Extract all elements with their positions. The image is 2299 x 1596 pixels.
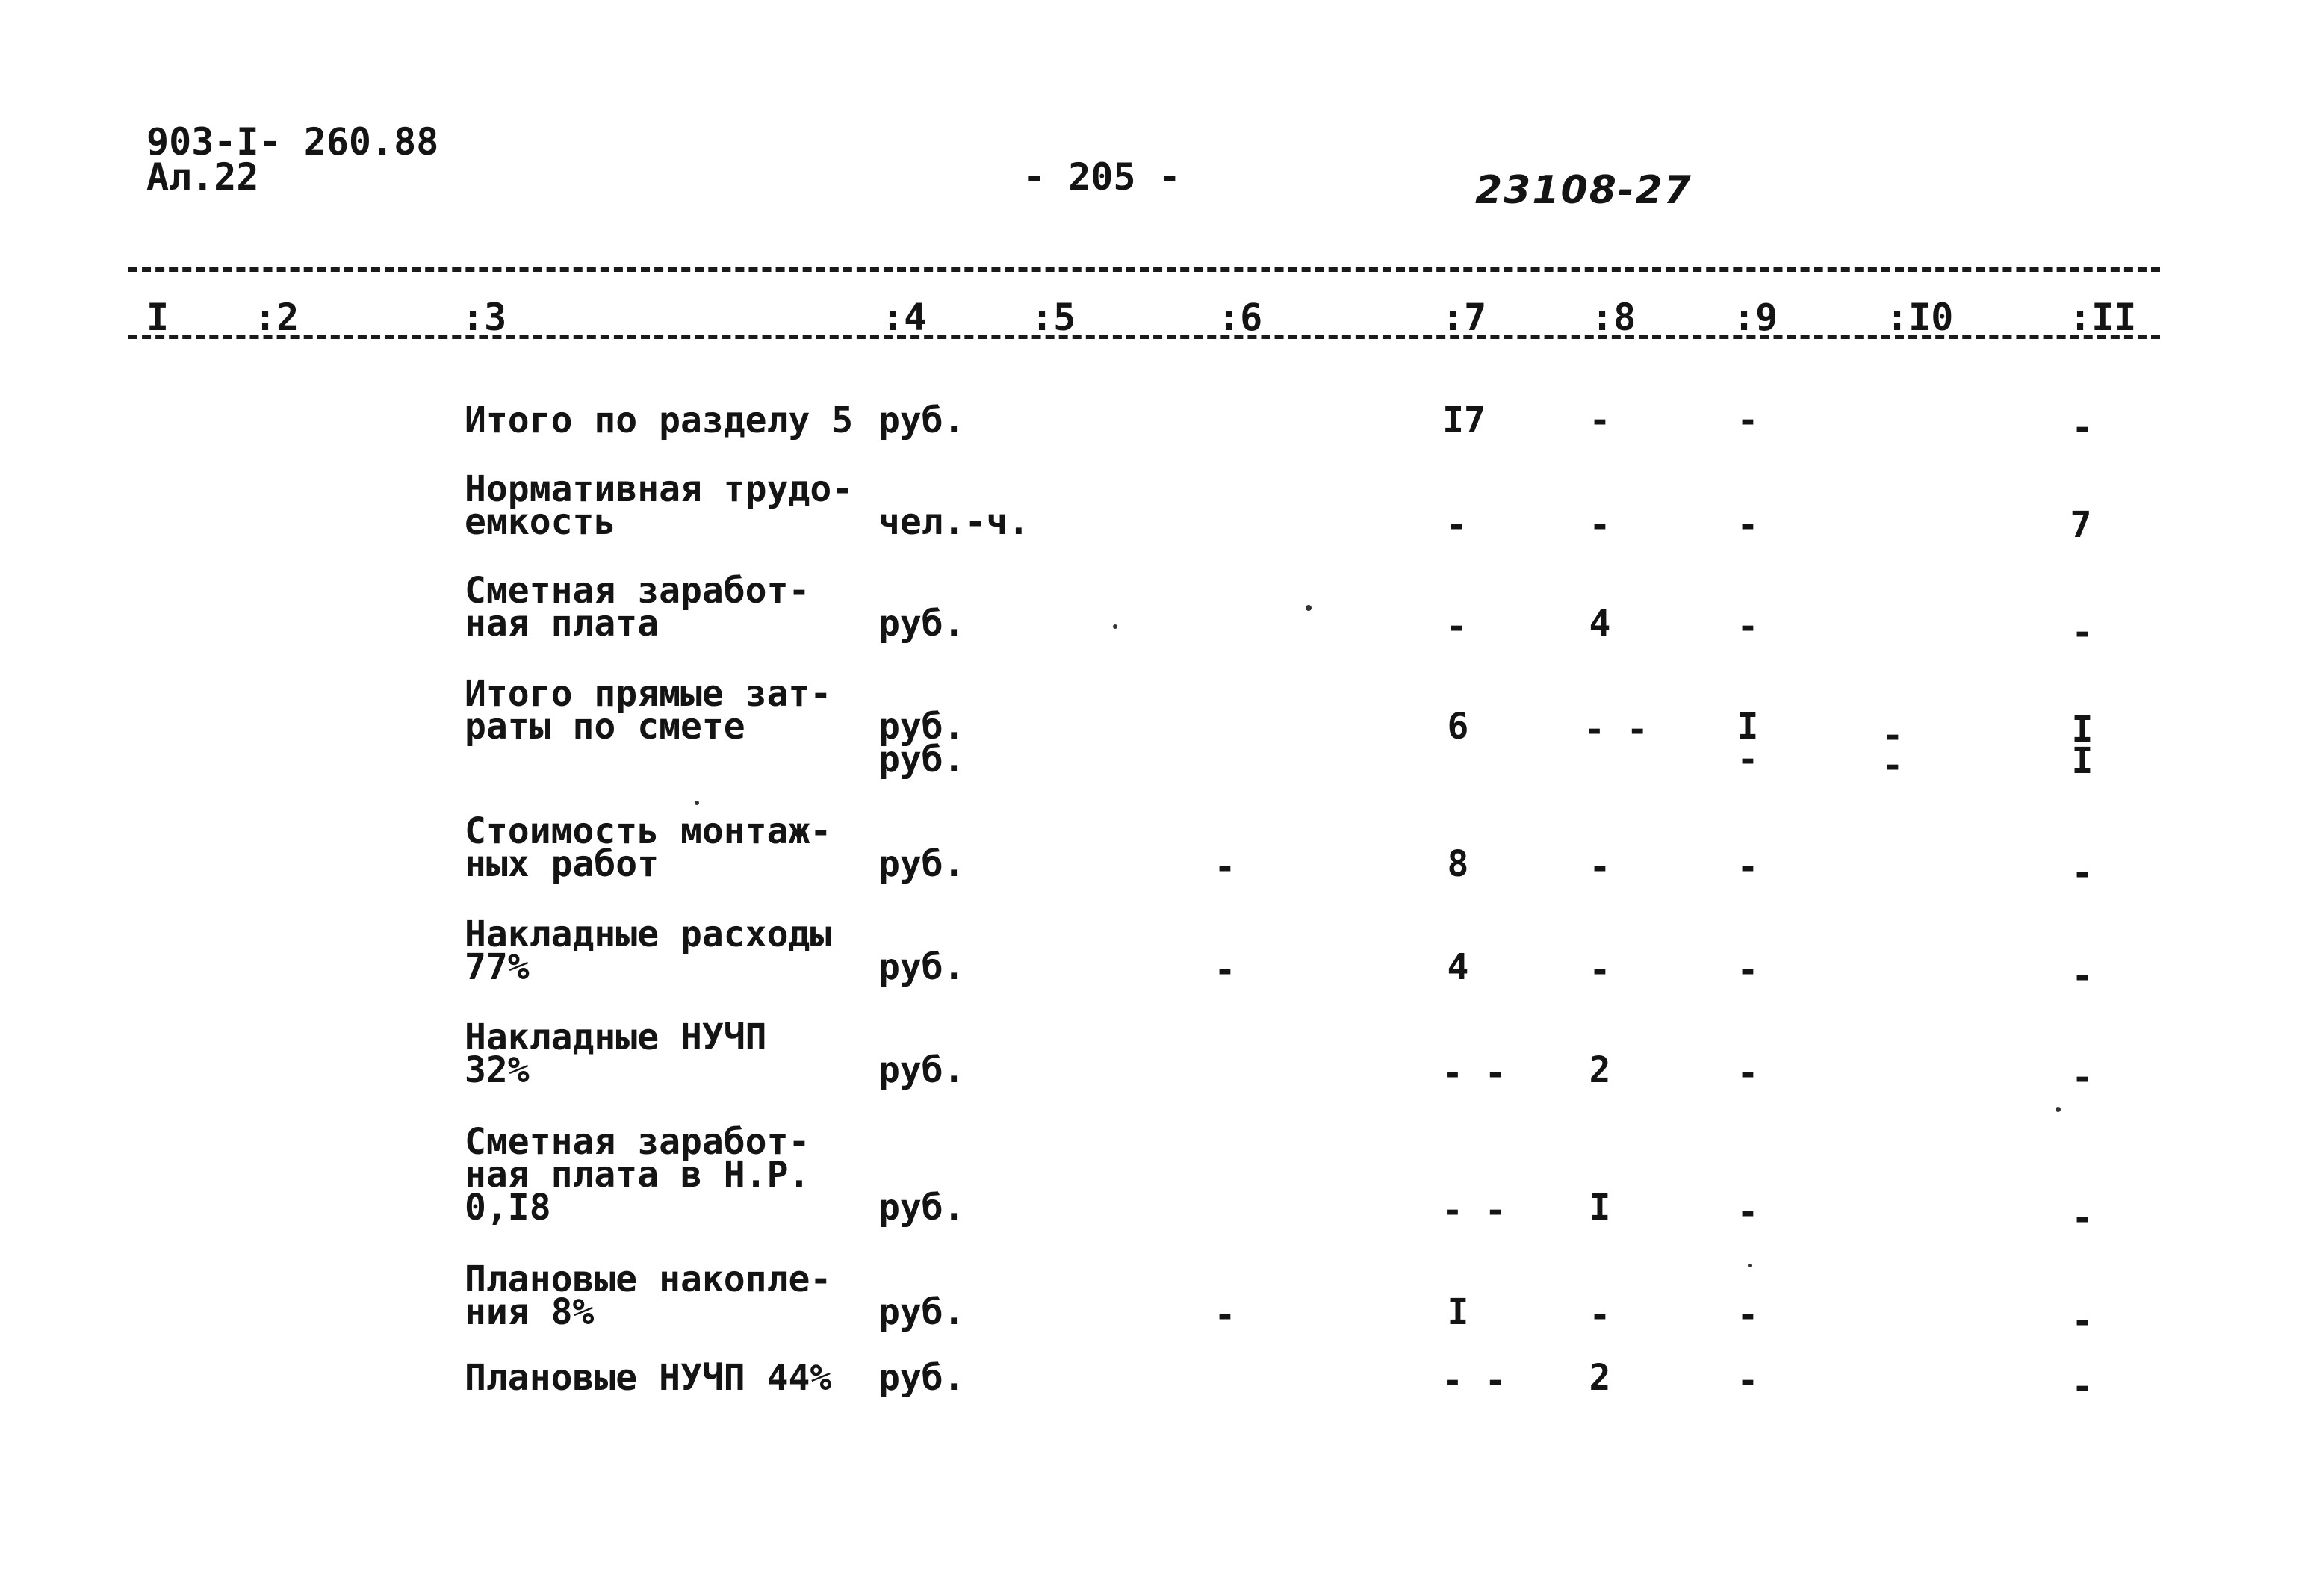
cell-col10: - [1881, 745, 1904, 786]
row-label-line: емкость [465, 501, 616, 543]
cell-col8: I [1589, 1187, 1611, 1229]
row-label-line: 77% [465, 946, 530, 988]
cell-col9: - [1737, 739, 1759, 780]
scan-speck [695, 801, 699, 805]
row-unit: руб. [878, 739, 965, 780]
cell-col9: - [1737, 1294, 1759, 1336]
cell-col8: - [1589, 949, 1611, 991]
row-label-line: Плановые накопле- [465, 1258, 832, 1300]
row-unit: чел.-ч. [878, 501, 1030, 543]
column-header: :8 [1591, 296, 1636, 339]
row-label-line: 0,I8 [465, 1187, 551, 1229]
cell-col7: - - [1442, 1052, 1507, 1094]
cell-col7: - - [1442, 1360, 1507, 1402]
cell-col11: - [2071, 1057, 2094, 1099]
cell-col8: 2 [1589, 1357, 1611, 1399]
row-unit: руб. [878, 706, 965, 748]
sheet-label: Ал.22 [146, 155, 259, 199]
cell-col11: - [2071, 612, 2094, 653]
cell-col9: - [1737, 1360, 1759, 1402]
column-header: :I0 [1886, 296, 1954, 339]
column-header: :3 [462, 296, 507, 339]
cell-col9: - [1737, 1191, 1759, 1233]
scan-speck [1748, 1264, 1752, 1267]
document-code: 903-I- 260.88 [146, 120, 439, 164]
column-header: I [146, 296, 170, 339]
bottom-dashed-rule [128, 335, 2160, 339]
row-unit: руб. [878, 400, 965, 441]
cell-col11: - [2071, 1300, 2094, 1342]
cell-col9: - [1737, 400, 1759, 441]
cell-col11: - [2071, 852, 2094, 894]
cell-col9: - [1737, 606, 1759, 648]
cell-col10: - [1881, 715, 1904, 757]
cell-col11: - [2071, 407, 2094, 449]
row-label-line: 32% [465, 1049, 530, 1091]
row-label-line: ная плата [465, 603, 660, 645]
scan-speck [1113, 624, 1117, 629]
row-label-line: Накладные НУЧП [465, 1016, 767, 1058]
cell-col11: I [2071, 709, 2094, 751]
handwritten-stamp: 23108-27 [1475, 168, 1693, 213]
row-label-line: Сметная заработ- [465, 570, 810, 612]
row-unit: руб. [878, 1291, 965, 1333]
column-header: :5 [1031, 296, 1076, 339]
cell-col7: I7 [1442, 400, 1486, 441]
cell-col9: - [1737, 949, 1759, 991]
column-header: :9 [1733, 296, 1778, 339]
cell-col11: - [2071, 955, 2094, 997]
cell-col9: I [1737, 706, 1759, 748]
column-header: :II [2069, 296, 2137, 339]
page-number: - 205 - [1023, 155, 1181, 199]
cell-col9: - [1737, 846, 1759, 888]
row-label-line: Нормативная трудо- [465, 468, 854, 510]
cell-col7: 6 [1447, 706, 1469, 748]
column-header: :2 [254, 296, 300, 339]
row-label-line: Итого по разделу 5 [465, 400, 854, 441]
row-unit: руб. [878, 843, 965, 885]
row-label-line: Итого прямые зат- [465, 673, 832, 715]
row-unit: руб. [878, 1187, 965, 1229]
cell-col8: 4 [1589, 603, 1611, 645]
cell-col11: 7 [2070, 504, 2092, 546]
row-label-line: ная плата в Н.Р. [465, 1154, 810, 1196]
cell-col11: - [2071, 1197, 2094, 1239]
row-label-line: Плановые НУЧП 44% [465, 1357, 832, 1399]
scan-speck [1306, 605, 1312, 611]
cell-col9: - [1737, 1052, 1759, 1094]
row-label-line: Сметная заработ- [465, 1121, 810, 1163]
top-dashed-rule [128, 267, 2160, 272]
column-header: :6 [1217, 296, 1263, 339]
cell-col11: I [2071, 740, 2094, 782]
cell-col8: - - [1583, 709, 1648, 751]
cell-col7: - [1445, 504, 1468, 546]
cell-col8: 2 [1589, 1049, 1611, 1091]
cell-col8: - [1589, 846, 1611, 888]
cell-col8: - [1589, 400, 1611, 441]
row-unit: руб. [878, 603, 965, 645]
cell-col6: - [1214, 1294, 1236, 1336]
cell-col7: I [1447, 1291, 1469, 1333]
row-unit: руб. [878, 946, 965, 988]
row-unit: руб. [878, 1357, 965, 1399]
column-header: :7 [1442, 296, 1487, 339]
cell-col6: - [1214, 949, 1236, 991]
scan-speck [2056, 1107, 2061, 1112]
cell-col7: 8 [1447, 843, 1469, 885]
cell-col8: - [1589, 1294, 1611, 1336]
column-header: :4 [881, 296, 927, 339]
cell-col8: - [1589, 504, 1611, 546]
cell-col7: 4 [1447, 946, 1469, 988]
cell-col9: - [1737, 504, 1759, 546]
row-label-line: ния 8% [465, 1291, 595, 1333]
row-label-line: ных работ [465, 843, 660, 885]
cell-col11: - [2071, 1366, 2094, 1408]
row-label-line: раты по смете [465, 706, 745, 748]
row-unit: руб. [878, 1049, 965, 1091]
row-label-line: Накладные расходы [465, 913, 832, 955]
row-label-line: Стоимость монтаж- [465, 810, 832, 852]
cell-col7: - [1445, 606, 1468, 648]
cell-col6: - [1214, 846, 1236, 888]
cell-col7: - - [1442, 1190, 1507, 1232]
